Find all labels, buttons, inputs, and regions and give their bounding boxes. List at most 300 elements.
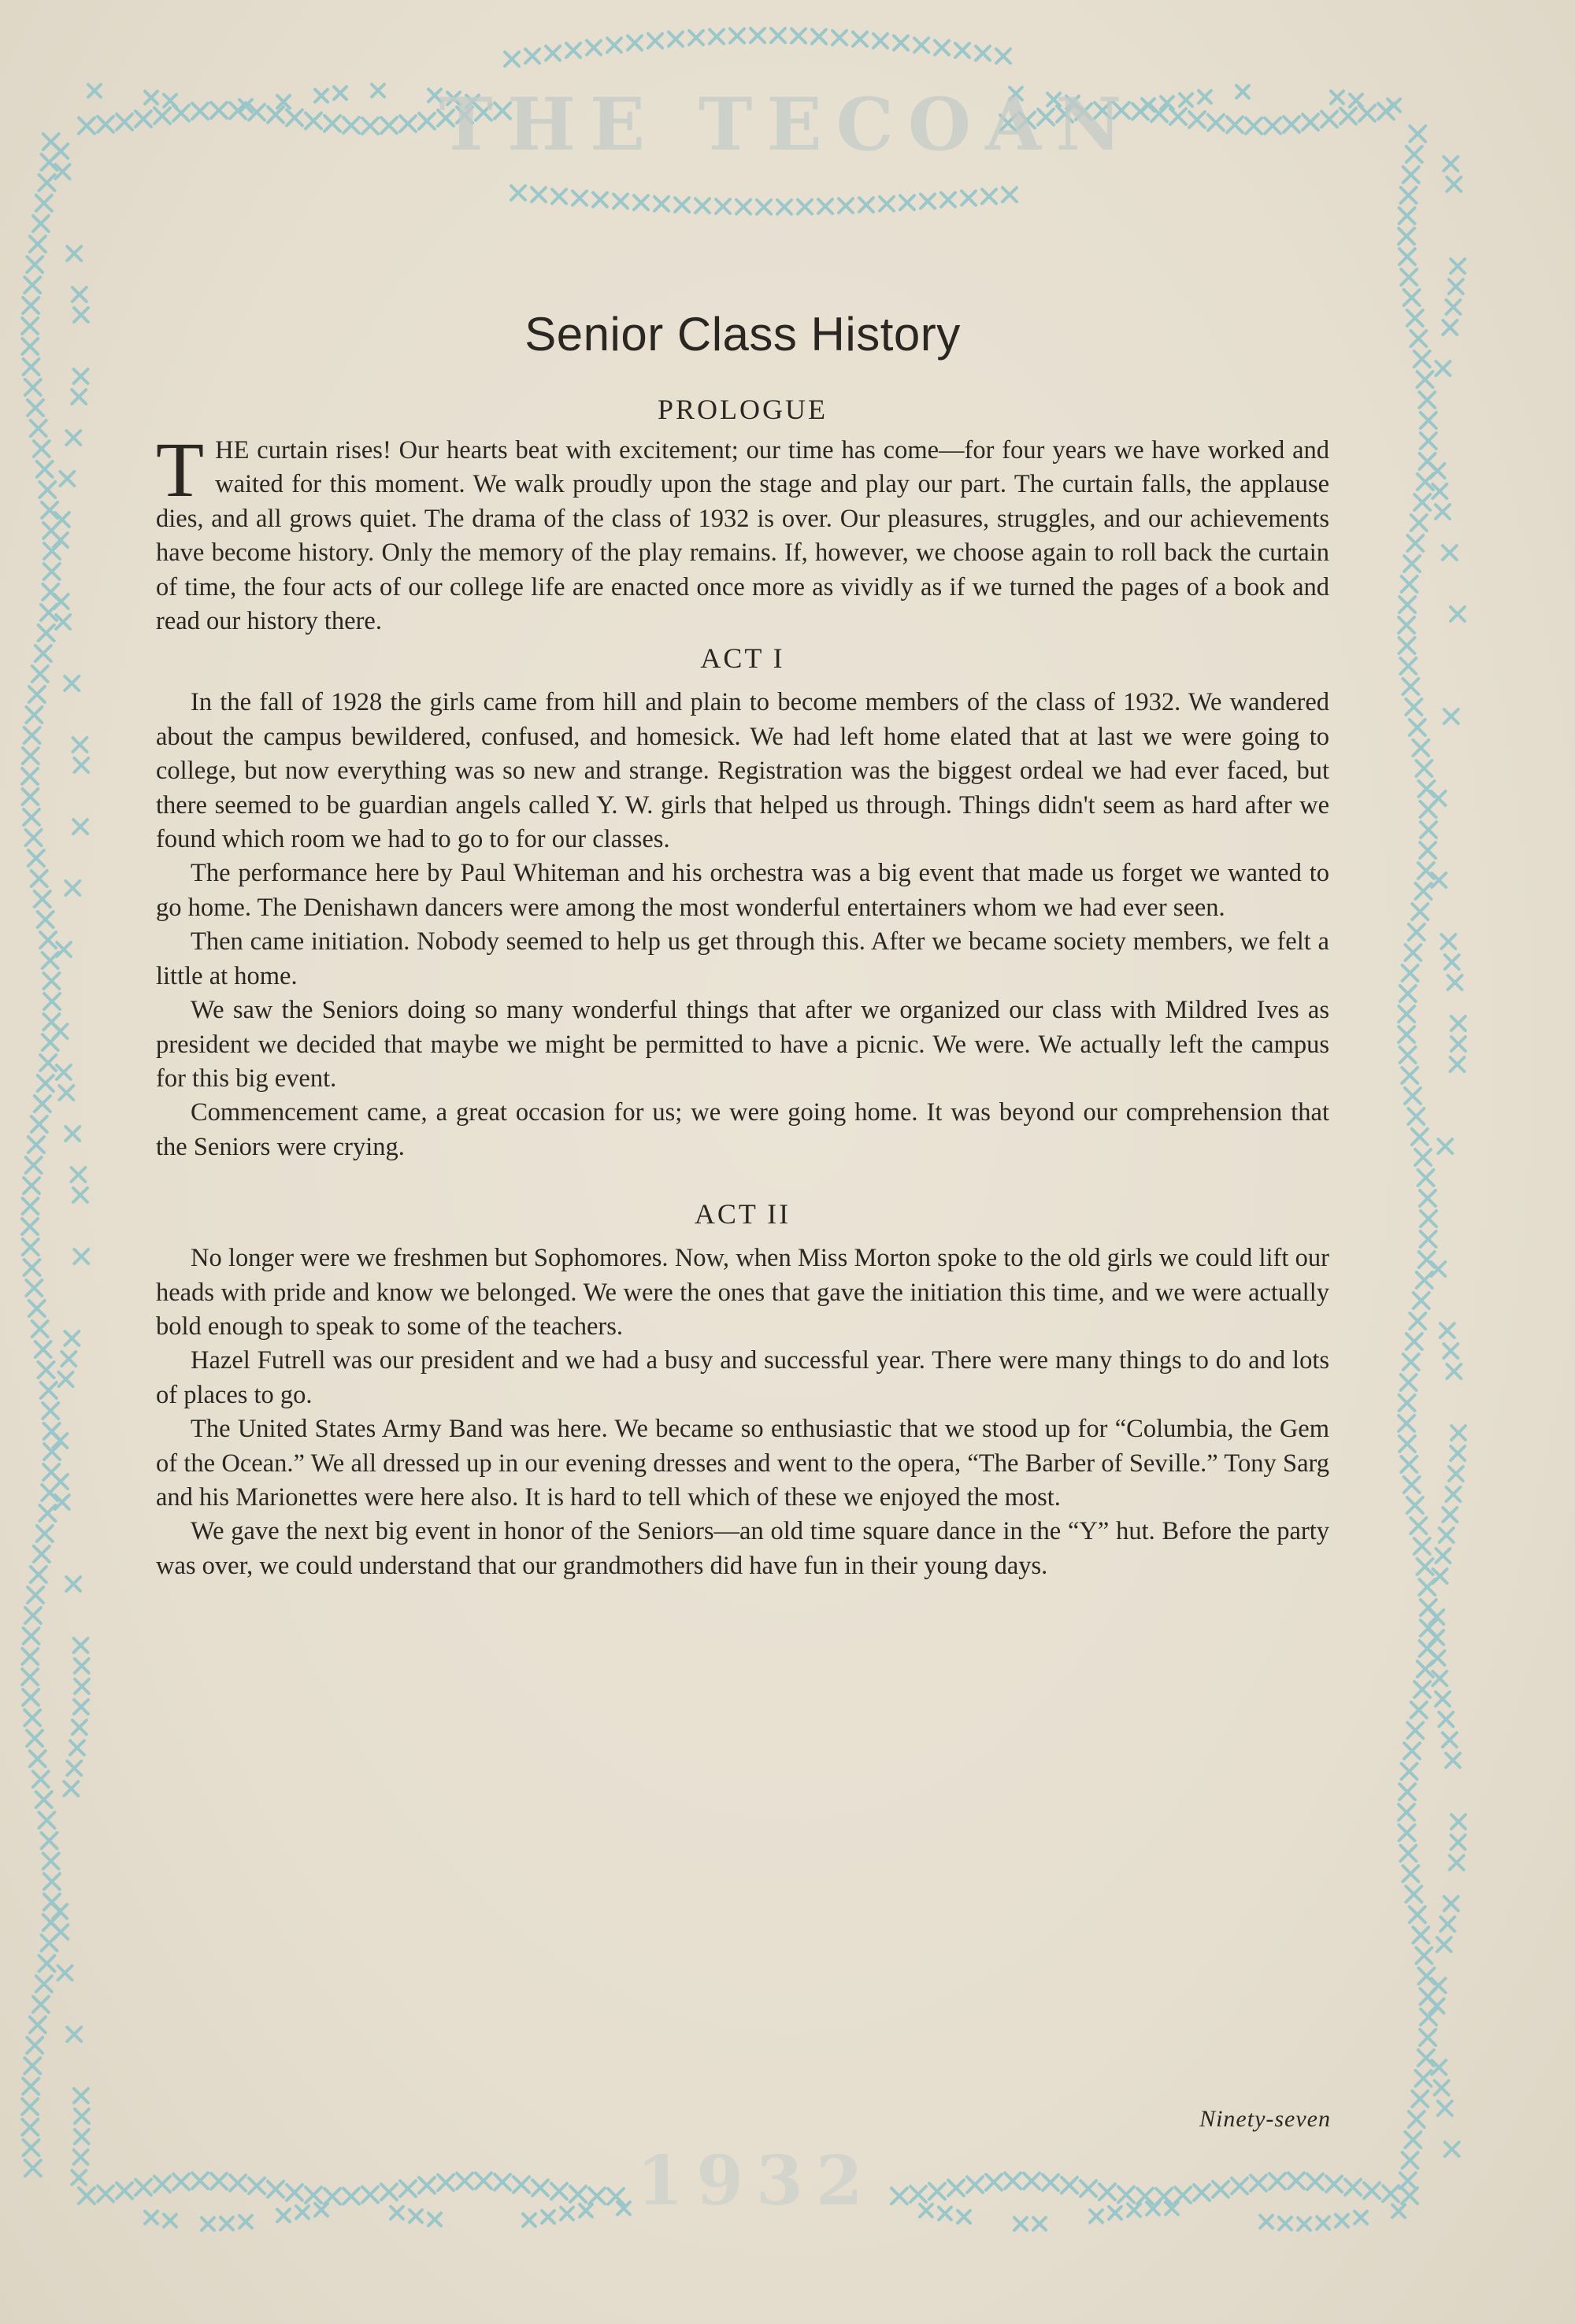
stitch-mark bbox=[362, 118, 378, 134]
stitch-mark bbox=[914, 38, 928, 52]
stitch-mark bbox=[65, 881, 80, 895]
stitch-mark bbox=[32, 1321, 48, 1337]
stitch-mark bbox=[1227, 117, 1243, 132]
stitch-mark bbox=[648, 34, 662, 48]
stitch-mark bbox=[32, 1116, 47, 1132]
stitch-mark bbox=[1284, 117, 1299, 132]
stitch-mark bbox=[1451, 607, 1465, 621]
stitch-mark bbox=[561, 2207, 573, 2220]
stitch-mark bbox=[31, 1567, 46, 1582]
stitch-mark bbox=[42, 1935, 57, 1951]
stitch-mark bbox=[23, 359, 39, 375]
stitch-mark bbox=[28, 850, 44, 866]
stitch-mark bbox=[22, 2119, 38, 2135]
stitch-mark bbox=[22, 789, 38, 805]
stitch-mark bbox=[1303, 114, 1318, 130]
stitch-mark bbox=[268, 2182, 284, 2197]
stitch-mark bbox=[173, 2174, 189, 2189]
stitch-mark bbox=[1403, 1866, 1418, 1882]
stitch-mark bbox=[410, 2210, 422, 2222]
stitch-mark bbox=[654, 197, 669, 211]
stitch-mark bbox=[1443, 1344, 1458, 1358]
stitch-mark bbox=[29, 1301, 45, 1316]
stitch-mark bbox=[1399, 617, 1414, 633]
stitch-mark bbox=[38, 912, 54, 927]
stitch-mark bbox=[1402, 2188, 1418, 2204]
stitch-mark bbox=[1418, 1170, 1434, 1186]
stitch-mark bbox=[88, 84, 101, 97]
stitch-mark bbox=[26, 1157, 42, 1173]
stitch-mark bbox=[1446, 1487, 1460, 1501]
stitch-mark bbox=[1444, 1897, 1458, 1911]
drop-cap: T bbox=[156, 426, 205, 513]
stitch-mark bbox=[32, 871, 47, 886]
stitch-mark bbox=[1232, 2178, 1247, 2194]
stitch-mark bbox=[1421, 413, 1436, 428]
stitch-mark bbox=[57, 942, 71, 957]
page-number: Ninety-seven bbox=[1199, 2106, 1331, 2132]
stitch-mark bbox=[22, 339, 38, 354]
stitch-mark bbox=[42, 154, 57, 170]
stitch-mark bbox=[72, 2170, 86, 2185]
stitch-mark bbox=[211, 2174, 227, 2189]
stitch-mark bbox=[31, 420, 46, 436]
stitch-mark bbox=[798, 200, 812, 214]
stitch-mark bbox=[1412, 904, 1428, 920]
stitch-mark bbox=[894, 35, 908, 50]
stitch-mark bbox=[873, 34, 888, 48]
stitch-mark bbox=[1415, 2071, 1431, 2086]
stitch-mark bbox=[1403, 679, 1418, 694]
stitch-mark bbox=[75, 2109, 89, 2123]
stitch-mark bbox=[495, 2174, 510, 2190]
stitch-mark bbox=[60, 472, 74, 486]
stitch-mark bbox=[736, 200, 750, 214]
stitch-mark bbox=[74, 758, 88, 772]
prologue-paragraph bbox=[156, 426, 1329, 638]
stitch-mark bbox=[400, 2181, 416, 2196]
stitch-mark bbox=[28, 1587, 43, 1603]
stitch-mark bbox=[1410, 1313, 1425, 1329]
stitch-mark bbox=[400, 116, 416, 131]
stitch-mark bbox=[1418, 474, 1433, 490]
stitch-mark bbox=[1409, 924, 1425, 940]
stitch-mark bbox=[22, 1649, 38, 1664]
stitch-mark bbox=[24, 1628, 39, 1644]
stitch-mark bbox=[39, 175, 54, 191]
stitch-mark bbox=[1412, 1129, 1428, 1145]
stitch-mark bbox=[145, 91, 158, 104]
stitch-mark bbox=[1420, 842, 1436, 858]
stitch-mark bbox=[532, 2180, 548, 2196]
stitch-mark bbox=[920, 2204, 932, 2217]
stitch-mark bbox=[710, 29, 724, 43]
stitch-mark bbox=[976, 46, 990, 61]
stitch-mark bbox=[1418, 781, 1434, 797]
stitch-mark bbox=[1412, 2091, 1428, 2107]
stitch-mark bbox=[73, 1188, 87, 1202]
stitch-mark bbox=[1401, 576, 1417, 592]
stitch-mark bbox=[853, 32, 867, 46]
stitch-mark bbox=[1279, 2217, 1292, 2230]
stitch-mark bbox=[1419, 392, 1435, 408]
stitch-mark bbox=[64, 1782, 78, 1796]
stitch-mark bbox=[34, 441, 50, 457]
stitch-mark bbox=[1401, 187, 1417, 203]
stitch-mark bbox=[56, 615, 70, 629]
stitch-mark bbox=[1419, 1579, 1435, 1595]
stitch-mark bbox=[1432, 873, 1446, 887]
act-ii-paragraph: Hazel Futrell was our president and we had a busy and successful year. There were many things to do and lots of places to go. bbox=[156, 1346, 1329, 1409]
stitch-mark bbox=[324, 116, 340, 131]
stitch-mark bbox=[22, 1219, 38, 1234]
stitch-mark bbox=[1336, 2215, 1348, 2227]
stitch-mark bbox=[1298, 2218, 1310, 2230]
stitch-mark bbox=[1345, 2179, 1361, 2195]
stitch-mark bbox=[1399, 1006, 1414, 1022]
stitch-mark bbox=[24, 1178, 39, 1193]
stitch-mark bbox=[1399, 597, 1415, 612]
stitch-mark bbox=[61, 1352, 76, 1366]
stitch-mark bbox=[44, 994, 60, 1009]
stitch-mark bbox=[1450, 1057, 1464, 1071]
stitch-mark bbox=[476, 2173, 491, 2189]
stitch-mark bbox=[1388, 99, 1400, 112]
stitch-mark bbox=[900, 195, 914, 209]
stitch-mark bbox=[1410, 126, 1425, 142]
stitch-mark bbox=[1437, 1937, 1451, 1952]
stitch-mark bbox=[73, 820, 87, 834]
stitch-mark bbox=[832, 31, 847, 45]
stitch-mark bbox=[28, 1137, 44, 1153]
stitch-mark bbox=[41, 605, 57, 620]
stitch-mark bbox=[613, 194, 628, 209]
stitch-mark bbox=[57, 1065, 71, 1079]
stitch-mark bbox=[33, 1771, 49, 1787]
act-ii-paragraph: No longer were we freshmen but Sophomores. Now, when Miss Morton spoke to the old girls we could lift our heads with pride and know we belonged. We were the ones that gave the initiation this time, and we were actually bold enough to speak to some of the teachers. bbox=[156, 1244, 1329, 1341]
stitch-mark bbox=[1420, 2030, 1436, 2045]
stitch-mark bbox=[1444, 709, 1458, 723]
stitch-mark bbox=[1420, 801, 1436, 817]
stitch-mark bbox=[1151, 105, 1167, 121]
stitch-mark bbox=[30, 236, 46, 252]
stitch-mark bbox=[1401, 1456, 1417, 1472]
stitch-mark bbox=[791, 29, 806, 43]
stitch-mark bbox=[26, 1280, 42, 1296]
stitch-mark bbox=[958, 2211, 970, 2223]
stitch-mark bbox=[164, 2215, 176, 2227]
stitch-mark bbox=[1449, 279, 1463, 294]
stitch-mark bbox=[24, 2058, 40, 2074]
stitch-mark bbox=[1024, 2173, 1040, 2189]
stitch-mark bbox=[1400, 1845, 1416, 1861]
act-i-paragraph: Commencement came, a great occasion for us; we were going home. It was beyond our comprehension that the Seniors were crying. bbox=[156, 1098, 1329, 1161]
stitch-mark bbox=[546, 46, 560, 61]
stitch-mark bbox=[1400, 986, 1416, 1001]
stitch-mark bbox=[730, 29, 744, 43]
stitch-mark bbox=[1404, 1743, 1420, 1759]
stitch-mark bbox=[1321, 111, 1337, 127]
stitch-mark bbox=[1447, 1364, 1461, 1378]
stitch-mark bbox=[505, 52, 519, 66]
stitch-mark bbox=[1416, 760, 1432, 776]
stitch-mark bbox=[1403, 167, 1419, 183]
stitch-mark bbox=[22, 318, 38, 334]
stitch-mark bbox=[23, 1689, 39, 1705]
stitch-mark bbox=[1401, 1375, 1417, 1390]
stitch-mark bbox=[24, 277, 40, 293]
stitch-mark bbox=[1014, 2218, 1027, 2230]
stitch-mark bbox=[40, 1055, 56, 1071]
stitch-mark bbox=[1411, 515, 1427, 531]
stitch-mark bbox=[23, 2078, 39, 2094]
stitch-mark bbox=[58, 1372, 72, 1386]
stitch-mark bbox=[428, 2213, 441, 2226]
stitch-mark bbox=[929, 2183, 945, 2199]
stitch-mark bbox=[73, 1638, 87, 1652]
stitch-mark bbox=[1265, 118, 1280, 134]
stitch-mark bbox=[23, 748, 39, 764]
stitch-mark bbox=[44, 1874, 60, 1889]
stitch-mark bbox=[41, 1382, 57, 1398]
stitch-mark bbox=[1418, 863, 1434, 879]
stitch-mark bbox=[532, 187, 546, 202]
stitch-mark bbox=[1392, 2205, 1405, 2218]
stitch-mark bbox=[1406, 1886, 1421, 1902]
stitch-mark bbox=[580, 2204, 592, 2217]
stitch-mark bbox=[287, 110, 302, 126]
stitch-mark bbox=[1417, 1272, 1432, 1288]
stitch-mark bbox=[1383, 2185, 1399, 2201]
stitch-mark bbox=[306, 113, 321, 128]
stitch-mark bbox=[880, 197, 894, 211]
stitch-mark bbox=[33, 1996, 49, 2012]
stitch-mark bbox=[986, 2174, 1002, 2190]
stitch-mark bbox=[25, 379, 41, 395]
stitch-mark bbox=[1447, 177, 1461, 191]
stitch-mark bbox=[324, 2189, 340, 2204]
stitch-mark bbox=[1399, 638, 1414, 653]
stitch-mark bbox=[1317, 2217, 1329, 2230]
stitch-mark bbox=[1331, 91, 1343, 104]
stitch-mark bbox=[65, 1331, 79, 1345]
stitch-mark bbox=[24, 1710, 40, 1726]
stitch-mark bbox=[44, 564, 60, 579]
stitch-mark bbox=[1404, 1477, 1420, 1493]
stitch-mark bbox=[669, 32, 683, 46]
stitch-mark bbox=[23, 298, 39, 313]
stitch-mark bbox=[1400, 1047, 1416, 1063]
stitch-mark bbox=[818, 199, 832, 213]
stitch-mark bbox=[1410, 1518, 1426, 1534]
stitch-mark bbox=[1402, 1068, 1418, 1083]
stitch-mark bbox=[542, 2211, 554, 2223]
stitch-mark bbox=[22, 1669, 38, 1685]
stitch-mark bbox=[29, 686, 45, 702]
stitch-mark bbox=[812, 29, 826, 43]
stitch-mark bbox=[634, 195, 648, 209]
act-ii-paragraph: We gave the next big event in honor of the Seniors—an old time square dance in the “Y” hut. Before the party was over, we could understand that our grandmothers did have fun in their young days. bbox=[156, 1517, 1329, 1580]
stitch-mark bbox=[287, 2185, 302, 2200]
stitch-mark bbox=[1418, 1968, 1434, 1984]
stitch-mark bbox=[36, 1976, 52, 1992]
stitch-mark bbox=[135, 111, 151, 127]
stitch-mark bbox=[39, 1956, 54, 1971]
stitch-mark bbox=[1416, 1948, 1432, 1963]
stitch-mark bbox=[268, 107, 284, 123]
stitch-mark bbox=[55, 165, 69, 179]
stitch-mark bbox=[30, 2017, 46, 2033]
stitch-mark bbox=[72, 287, 87, 302]
stitch-mark bbox=[24, 809, 39, 825]
stitch-mark bbox=[39, 625, 54, 641]
act-ii-paragraph: The United States Army Band was here. We became so enthusiastic that we stood up for “Columbia, the Gem of the Ocean.” We all dressed up in our evening dresses and went to the opera, “The Barber of Seville.” Tony Sarg and his Marionettes were here also. It is hard to tell which of these we enjoyed the most. bbox=[156, 1415, 1329, 1512]
stitch-mark bbox=[43, 973, 59, 989]
stitch-mark bbox=[1359, 105, 1375, 121]
stitch-mark bbox=[1415, 883, 1431, 899]
stitch-mark bbox=[98, 2185, 113, 2201]
stitch-mark bbox=[35, 646, 51, 661]
stitch-mark bbox=[211, 102, 227, 118]
stitch-mark bbox=[1421, 433, 1436, 449]
stitch-mark bbox=[66, 1577, 80, 1591]
stitch-mark bbox=[839, 198, 853, 213]
stitch-mark bbox=[74, 369, 88, 383]
stitch-mark bbox=[1403, 965, 1418, 981]
stitch-mark bbox=[628, 35, 642, 50]
stitch-mark bbox=[1194, 2185, 1210, 2200]
stitch-mark bbox=[26, 707, 42, 723]
stitch-mark bbox=[75, 1679, 89, 1693]
stitch-mark bbox=[1440, 1917, 1455, 1931]
stitch-mark bbox=[1364, 2183, 1380, 2199]
stitch-mark bbox=[39, 1505, 55, 1521]
stitch-mark bbox=[74, 2150, 88, 2164]
stitch-mark bbox=[1410, 331, 1426, 346]
stitch-mark bbox=[1443, 546, 1457, 560]
stitch-mark bbox=[1415, 1149, 1431, 1165]
stitch-mark bbox=[74, 1700, 88, 1714]
stitch-mark bbox=[1432, 1671, 1447, 1686]
stitch-mark bbox=[1446, 300, 1460, 314]
stitch-mark bbox=[1400, 658, 1416, 674]
stitch-mark bbox=[44, 543, 60, 559]
stitch-mark bbox=[457, 2173, 472, 2189]
stitch-mark bbox=[1400, 2173, 1416, 2189]
stitch-mark bbox=[1413, 1927, 1429, 1943]
stitch-mark bbox=[43, 1034, 58, 1050]
stitch-mark bbox=[67, 2027, 81, 2041]
stitch-mark bbox=[859, 198, 873, 212]
stitch-mark bbox=[607, 38, 621, 52]
stitch-mark bbox=[570, 2186, 586, 2202]
stitch-mark bbox=[59, 1086, 73, 1100]
stitch-mark bbox=[695, 198, 710, 213]
stitch-mark bbox=[44, 1444, 60, 1460]
stitch-mark bbox=[593, 193, 607, 207]
stitch-mark bbox=[42, 502, 57, 518]
stitch-mark bbox=[372, 84, 384, 97]
stitch-mark bbox=[38, 1075, 54, 1091]
stitch-mark bbox=[23, 1239, 39, 1255]
stitch-mark bbox=[1340, 108, 1356, 124]
stitch-mark bbox=[1407, 535, 1423, 551]
stitch-mark bbox=[1407, 1723, 1423, 1738]
stitch-mark bbox=[587, 41, 601, 55]
stitch-mark bbox=[1403, 1354, 1419, 1370]
stitch-mark bbox=[1213, 2182, 1228, 2197]
stitch-mark bbox=[24, 1260, 40, 1275]
stitch-mark bbox=[71, 1168, 85, 1182]
stitch-mark bbox=[1399, 1784, 1415, 1800]
stitch-mark bbox=[1099, 2184, 1115, 2200]
stitch-mark bbox=[1399, 228, 1414, 244]
stitch-mark bbox=[1420, 1190, 1436, 1206]
stitch-mark bbox=[1450, 1856, 1464, 1870]
stitch-mark bbox=[523, 2214, 536, 2226]
prologue-text: HE curtain rises! Our hearts beat with excitement; our time has come—for four years we have worked and waited for this moment. We walk proudly upon the stage and play our part. The curtain falls, the applause dies, and all grows quiet. The drama of the class of 1932 is over. Our pleasures, struggles, and our achievements have become history. Only the memory of the play remains. If, however, we choose again to roll back the curtain of time, the four acts of our college life are enacted once more as vividly as if we turned the pages of a book and read our history there. bbox=[156, 436, 1329, 636]
stitch-mark bbox=[948, 2180, 964, 2196]
stitch-mark bbox=[1118, 2187, 1134, 2203]
stitch-mark bbox=[154, 2176, 170, 2192]
stitch-mark bbox=[1447, 975, 1462, 990]
stitch-mark bbox=[1413, 740, 1429, 756]
stitch-mark bbox=[362, 2187, 378, 2203]
stitch-mark bbox=[1451, 259, 1465, 273]
stitch-mark bbox=[1451, 1037, 1466, 1051]
stitch-mark bbox=[72, 1720, 87, 1734]
stitch-mark bbox=[74, 2089, 88, 2103]
stitch-mark bbox=[277, 2209, 290, 2222]
stitch-mark bbox=[1439, 1712, 1453, 1726]
stitch-mark bbox=[74, 308, 88, 322]
stitch-mark bbox=[1404, 290, 1420, 305]
stitch-mark bbox=[1405, 945, 1421, 960]
stitch-mark bbox=[1399, 1436, 1415, 1452]
stitch-mark bbox=[66, 431, 80, 445]
stitch-mark bbox=[608, 2189, 624, 2204]
stitch-mark bbox=[1414, 1538, 1430, 1554]
stitch-mark bbox=[43, 953, 58, 968]
stitch-mark bbox=[28, 400, 43, 416]
stitch-mark bbox=[939, 2207, 951, 2220]
stitch-mark bbox=[1414, 351, 1430, 367]
stitch-mark bbox=[1443, 1508, 1457, 1522]
stitch-mark bbox=[566, 43, 580, 57]
stitch-mark bbox=[315, 90, 328, 102]
stitch-mark bbox=[40, 932, 56, 948]
stitch-mark bbox=[1408, 1108, 1424, 1124]
stitch-mark bbox=[1451, 1016, 1466, 1031]
stitch-mark bbox=[1170, 109, 1186, 124]
stitch-mark bbox=[551, 2183, 567, 2199]
stitch-mark bbox=[391, 2207, 403, 2219]
stitch-mark bbox=[1445, 2142, 1459, 2156]
stitch-mark bbox=[315, 2204, 328, 2216]
stitch-mark bbox=[1436, 505, 1450, 519]
stitch-mark bbox=[1418, 1661, 1433, 1677]
stitch-mark bbox=[1403, 2152, 1418, 2168]
stitch-mark bbox=[1417, 1559, 1432, 1575]
stitch-mark bbox=[36, 1792, 52, 1808]
stitch-mark bbox=[1451, 1835, 1466, 1849]
stitch-mark bbox=[58, 1966, 72, 1980]
stitch-mark bbox=[39, 1812, 54, 1828]
stitch-mark bbox=[1451, 1426, 1466, 1440]
stitch-mark bbox=[589, 2188, 605, 2204]
stitch-mark bbox=[1411, 1702, 1427, 1718]
stitch-mark bbox=[1440, 1323, 1455, 1338]
